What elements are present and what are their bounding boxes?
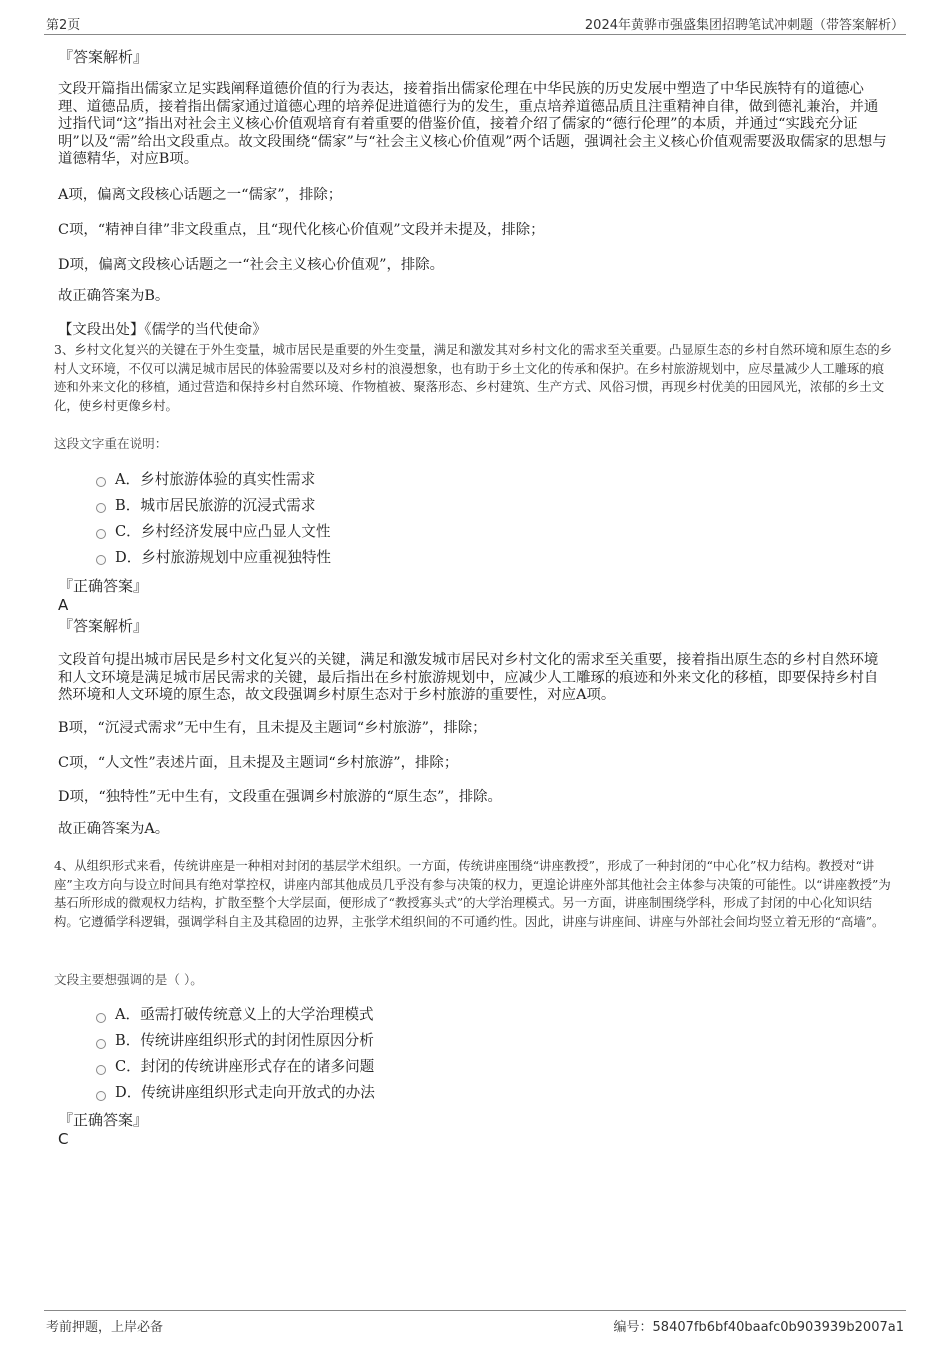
q4-option-c[interactable]: C．封闭的传统讲座形式存在的诸多问题 bbox=[115, 1058, 375, 1075]
q4-option-b[interactable]: B．传统讲座组织形式的封闭性原因分析 bbox=[115, 1032, 374, 1049]
q2-point-c: C项，“精神自律”非文段重点，且“现代化核心价值观”文段并未提及，排除； bbox=[58, 222, 545, 238]
q4-answer: C bbox=[58, 1130, 69, 1148]
q3-stem: 3、乡村文化复兴的关键在于外生变量，城市居民是重要的外生变量，满足和激发其对乡村文化的需求至关重要。凸显原生态的乡村自然环境和原生态的乡村人文环境，不仅可以满足城市居民的体验需要以及对乡村的浪漫想象，也有助于乡土文化的传承和保护。在乡村旅游规划中，应尽量减少人工雕琢的痕迹和外来文化的移植，通过营造和保持乡村自然环境、作物植被、聚落形态、乡村建筑、生产方式、风俗习惯，再现乡村优美的田园风光，浓郁的乡土文化，使乡村更像乡村。 bbox=[54, 342, 893, 414]
q3-option-b[interactable]: B．城市居民旅游的沉浸式需求 bbox=[115, 497, 316, 514]
q3-option-d-radio[interactable] bbox=[96, 555, 106, 565]
q3-analysis-text: 文段首句提出城市居民是乡村文化复兴的关键，满足和激发城市居民对乡村文化的需求至关重要，接着指出原生态的乡村自然环境和人文环境是满足城市居民需求的关键，最后指出在乡村旅游规划中，应减少人工雕琢的痕迹和外来文化的移植，即要保持乡村自然环境和人文环境的原生态，故文段强调乡村原生态对于乡村旅游的重要性，对应A项。 bbox=[58, 652, 879, 703]
q4-option-d-radio[interactable] bbox=[96, 1091, 106, 1101]
page-number: 第2页 bbox=[46, 18, 81, 33]
q3-point-c: C项，“人文性”表述片面，且未提及主题词“乡村旅游”，排除； bbox=[58, 755, 459, 771]
q2-analysis-text: 文段开篇指出儒家立足实践阐释道德价值的行为表达，接着指出儒家伦理在中华民族的历史发展中塑造了中华民族特有的道德心理、道德品质，接着指出儒家通过道德心理的培养促进道德行为的发生，重点培养道德品质且注重精神自律，做到德礼兼治，并通过指代词“这”指出对社会主义核心价值观培育有着重要的借鉴价值，接着介绍了儒家的“德行伦理”的本质，并通过“实践充分证明”以及“需”给出文段重点。故文段围绕“儒家”与“社会主义核心价值观”两个话题，强调社会主义核心价值观需要汲取儒家的思想与道德精华，对应B项。 bbox=[58, 81, 887, 167]
document-title: 2024年黄骅市强盛集团招聘笔试冲刺题（带答案解析） bbox=[584, 18, 904, 33]
footer-slogan: 考前押题，上岸必备 bbox=[46, 1320, 164, 1335]
q3-option-b-radio[interactable] bbox=[96, 503, 106, 513]
q2-analysis-label: 『答案解析』 bbox=[58, 48, 149, 66]
q3-option-a-radio[interactable] bbox=[96, 477, 106, 487]
q3-answer-label: 『正确答案』 bbox=[58, 577, 149, 595]
q3-option-c[interactable]: C．乡村经济发展中应凸显人文性 bbox=[115, 523, 331, 540]
q3-prompt: 这段文字重在说明： bbox=[54, 436, 168, 451]
q4-option-a-radio[interactable] bbox=[96, 1013, 106, 1023]
q3-analysis-label: 『答案解析』 bbox=[58, 617, 149, 635]
q4-option-b-radio[interactable] bbox=[96, 1039, 106, 1049]
page-header bbox=[44, 12, 906, 35]
footer-code-label: 编号： bbox=[613, 1320, 653, 1335]
q4-option-a[interactable]: A．亟需打破传统意义上的大学治理模式 bbox=[115, 1006, 374, 1023]
q2-point-d: D项，偏离文段核心话题之一“社会主义核心价值观”，排除。 bbox=[58, 257, 445, 273]
q3-option-a[interactable]: A．乡村旅游体验的真实性需求 bbox=[115, 471, 316, 488]
q3-answer: A bbox=[58, 596, 69, 614]
footer-code bbox=[614, 1316, 904, 1335]
footer-code-value: 58407fb6bf40baafc0b903939b2007a1 bbox=[652, 1320, 904, 1335]
q4-option-d[interactable]: D．传统讲座组织形式走向开放式的办法 bbox=[115, 1084, 375, 1101]
q3-point-d: D项，“独特性”无中生有，文段重在强调乡村旅游的“原生态”，排除。 bbox=[58, 789, 502, 805]
q3-conclusion: 故正确答案为A。 bbox=[58, 821, 170, 837]
q3-option-c-radio[interactable] bbox=[96, 529, 106, 539]
q3-option-d[interactable]: D．乡村旅游规划中应重视独特性 bbox=[115, 549, 332, 566]
page-footer bbox=[44, 1310, 906, 1335]
q4-answer-label: 『正确答案』 bbox=[58, 1111, 149, 1129]
q2-point-a: A项，偏离文段核心话题之一“儒家”，排除； bbox=[58, 187, 343, 203]
q2-source: 【文段出处】《儒学的当代使命》 bbox=[58, 322, 267, 338]
q4-stem: 4、从组织形式来看，传统讲座是一种相对封闭的基层学术组织。一方面，传统讲座围绕“讲座教授”，形成了一种封闭的“中心化”权力结构。教授对“讲座”主攻方向与设立时间具有绝对掌控权，讲座内部其他成员几乎没有参与决策的权力，更遑论讲座外部其他社会主体参与决策的可能性。以“讲座教授”为基石所形成的微观权力结构，扩散至整个大学层面，便形成了“教授寡头式”的大学治理模式。另一方面，讲座制围绕学科，形成了封闭的中心化知识结构。它遵循学科逻辑，强调学科自主及其稳固的边界，主张学术组织间的不可通约性。因此，讲座与讲座间、讲座与外部社会间均竖立着无形的“高墙”。 bbox=[54, 858, 891, 930]
q3-point-b: B项，“沉浸式需求”无中生有，且未提及主题词“乡村旅游”，排除； bbox=[58, 720, 487, 736]
q2-conclusion: 故正确答案为B。 bbox=[58, 288, 170, 304]
q4-prompt: 文段主要想强调的是（ ）。 bbox=[54, 972, 203, 987]
q4-option-c-radio[interactable] bbox=[96, 1065, 106, 1075]
